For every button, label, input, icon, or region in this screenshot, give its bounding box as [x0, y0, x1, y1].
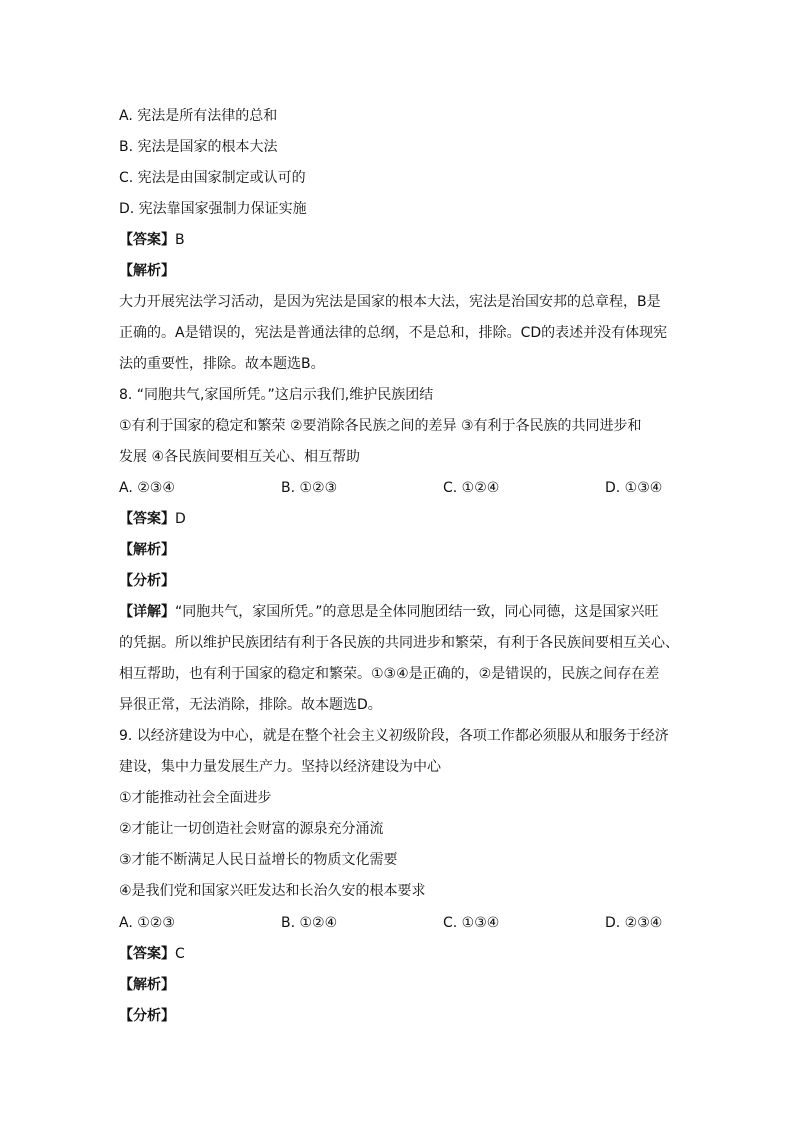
- q8-detail-line-3: 相互帮助，也有利于国家的稳定和繁荣。①③④是正确的，②是错误的，民族之间存在差: [119, 666, 660, 682]
- answer-label: 【答案】: [119, 946, 175, 962]
- q8-choice-c: C. ①②④: [443, 480, 500, 496]
- answer-label: 【答案】: [119, 511, 175, 527]
- q7-analysis-line-3: 法的重要性，排除。故本题选B。: [119, 356, 325, 372]
- q9-statement-3: ③才能不断满足人民日益增长的物质文化需要: [119, 852, 398, 868]
- answer-value: C: [175, 946, 185, 962]
- q8-choice-b: B. ①②③: [281, 480, 338, 496]
- q9-statement-1: ①才能推动社会全面进步: [119, 790, 272, 806]
- q9-statement-2: ②才能让一切创造社会财富的源泉充分涌流: [119, 821, 384, 837]
- q8-choice-d: D. ①③④: [605, 480, 663, 496]
- q8-detail-line-2: 的凭据。所以维护民族团结有利于各民族的共同进步和繁荣，有利于各民族间要相互关心、: [119, 635, 679, 651]
- answer-value: B: [175, 232, 185, 248]
- q8-detail-line-4: 异很正常，无法消除，排除。故本题选D。: [119, 697, 382, 713]
- q9-choice-d: D. ②③④: [605, 915, 663, 931]
- q8-statements-line-2: 发展 ④各民族间要相互关心、相互帮助: [119, 449, 360, 465]
- q9-answer-row: [119, 944, 679, 964]
- answer-label: 【答案】: [119, 232, 175, 248]
- q7-analysis-label: 【解析】: [119, 263, 175, 279]
- q9-analysis-label: 【解析】: [119, 977, 175, 993]
- q8-analysis-label: 【解析】: [119, 542, 175, 558]
- q7-option-d: D. 宪法靠国家强制力保证实施: [119, 201, 307, 217]
- q9-stem-line-1: 9. 以经济建设为中心，就是在整个社会主义初级阶段，各项工作都必须服从和服务于经济: [119, 728, 669, 744]
- detail-text: “同胞共气，家国所凭。”的意思是全体同胞团结一致，同心同德，这是国家兴旺: [175, 604, 659, 620]
- q8-detail-line-1: [119, 602, 679, 622]
- q8-statements-line-1: ①有利于国家的稳定和繁荣 ②要消除各民族之间的差异 ③有利于各民族的共同进步和: [119, 418, 642, 434]
- q9-statement-4: ④是我们党和国家兴旺发达和长治久安的根本要求: [119, 883, 426, 899]
- q7-analysis-line-1: 大力开展宪法学习活动，是因为宪法是国家的根本大法，宪法是治国安邦的总章程，B是: [119, 294, 661, 310]
- q7-option-c: C. 宪法是由国家制定或认可的: [119, 170, 306, 186]
- q8-answer-row: [119, 509, 679, 529]
- q8-choice-a: A. ②③④: [119, 480, 175, 496]
- q9-choice-c: C. ①③④: [443, 915, 500, 931]
- q9-choice-a: A. ①②③: [119, 915, 175, 931]
- answer-value: D: [175, 511, 186, 527]
- q8-fenxi-label: 【分析】: [119, 573, 175, 589]
- q9-fenxi-label: 【分析】: [119, 1008, 175, 1024]
- q7-option-b: B. 宪法是国家的根本大法: [119, 139, 278, 155]
- q9-choice-b: B. ①②④: [281, 915, 338, 931]
- q7-answer-row: [119, 230, 679, 250]
- q7-option-a: A. 宪法是所有法律的总和: [119, 108, 278, 124]
- q8-stem: 8. “同胞共气,家国所凭。”这启示我们,维护民族团结: [119, 387, 434, 403]
- detail-label: 【详解】: [119, 604, 175, 620]
- q7-analysis-line-2: 正确的。A是错误的，宪法是普通法律的总纲，不是总和，排除。CD的表述并没有体现宪: [119, 325, 668, 341]
- q9-stem-line-2: 建设，集中力量发展生产力。坚持以经济建设为中心: [119, 759, 441, 775]
